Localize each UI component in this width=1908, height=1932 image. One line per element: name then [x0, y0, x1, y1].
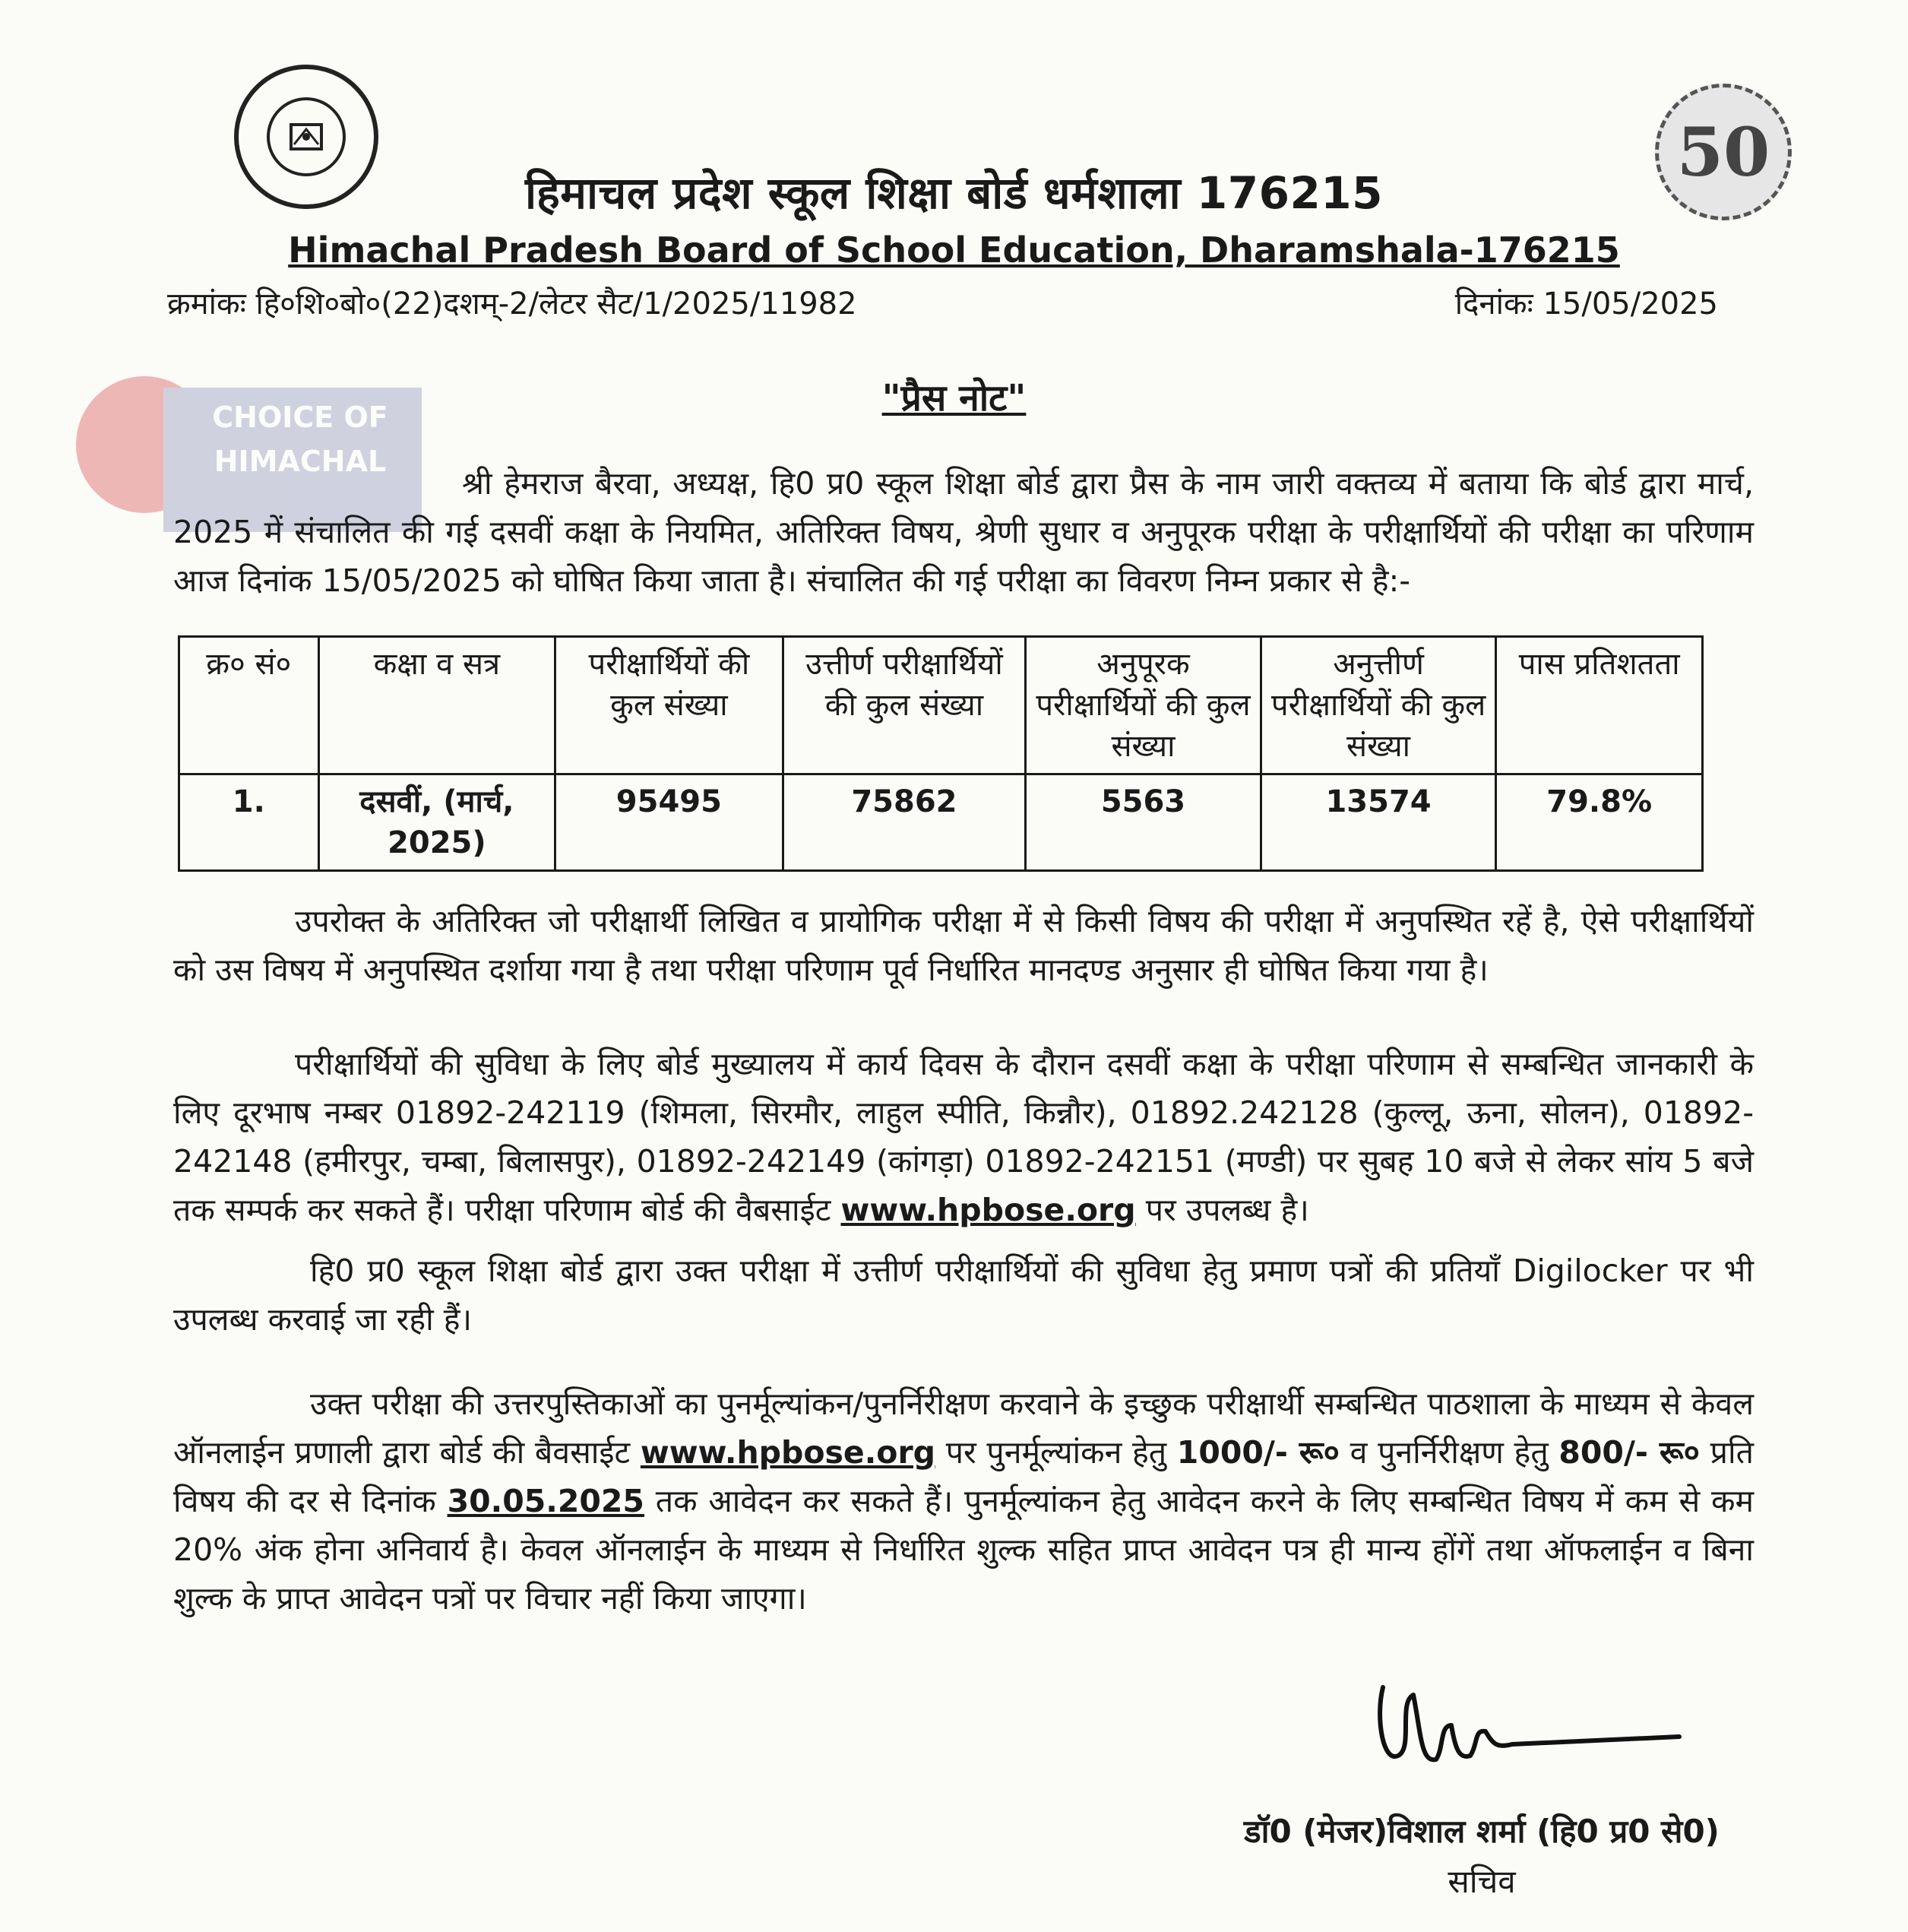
digilocker-paragraph: हि0 प्र0 स्कूल शिक्षा बोर्ड द्वारा उक्त परीक्षा में उत्तीर्ण परीक्षार्थियों की सुविधा हेतु प्रमाण पत्रों की प्रतियाँ Digilocker पर भी उपलब्ध करवाई जा रही हैं। — [173, 1253, 1754, 1338]
header-failed: अनुत्तीर्ण परीक्षार्थियों की कुल संख्या — [1261, 637, 1496, 774]
helpline-paragraph — [173, 1040, 1754, 1234]
absent-candidates-paragraph: उपरोक्त के अतिरिक्त जो परीक्षार्थी लिखित व प्रायोगिक परीक्षा में से किसी विषय की परीक्षा में अनुपस्थित रहें है, ऐसे परीक्षार्थियों को उस विषय में अनुपस्थित दर्शाया गया है तथा परीक्षा परिणाम पूर्व निर्धारित मानदण्ड अनुसार ही घोषित किया गया है। — [173, 903, 1754, 988]
cell-pass-percentage: 79.8% — [1496, 774, 1703, 871]
signatory-name: डॉ0 (मेजर)विशाल शर्मा (हि0 प्र0 से0) — [1244, 1813, 1720, 1850]
revaluation-text-2: पर पुनर्मूल्यांकन हेतु — [945, 1434, 1167, 1471]
revaluation-fee: 1000/- रू० — [1176, 1434, 1340, 1471]
board-title-hindi: हिमाचल प्रदेश स्कूल शिक्षा बोर्ड धर्मशाला 176215 — [524, 167, 1384, 219]
revaluation-text-1: उक्त परीक्षा की उत्तरपुस्तिकाओं का पुनर्मूल्यांकन/पुनर्निरीक्षण करवाने के इच्छुक परीक्षार्थी सम्बन्धित पाठशाला के माध्यम से केवल ऑनलाईन प्रणाली द्वारा बोर्ड की बैवसाईट — [173, 1386, 1754, 1471]
signatory-designation: सचिव — [1448, 1863, 1516, 1900]
cell-failed: 13574 — [1261, 774, 1496, 871]
emblem-icon — [283, 114, 329, 160]
cell-passed: 75862 — [783, 774, 1026, 871]
rechecking-fee: 800/- रू० — [1558, 1434, 1700, 1471]
header-serial: क्र० सं० — [179, 637, 319, 774]
header-compartment: अनुपूरक परीक्षार्थियों की कुल संख्या — [1026, 637, 1261, 774]
revaluation-text-5: तक आवेदन कर सकते हैं। पुनर्मूल्यांकन हेतु आवेदन करने के लिए सम्बन्धित विषय में कम से कम 20% अंक होना अनिवार्य है। केवल ऑनलाईन के माध्यम से निर्धारित शुल्क सहित प्राप्त आवेदन पत्र ही मान्य होंगें तथा ऑफलाईन व बिना शुल्क के प्राप्त आवेदन पत्रों पर विचार नहीं किया जाएगा। — [173, 1483, 1754, 1617]
revaluation-text-3: व पुनर्निरीक्षण हेतु — [1350, 1434, 1549, 1471]
revaluation-paragraph — [173, 1379, 1754, 1623]
website-link[interactable]: www.hpbose.org — [640, 1434, 936, 1471]
header-total-candidates: परीक्षार्थियों की कुल संख्या — [555, 637, 783, 774]
letter-date: दिनांकः 15/05/2025 — [1454, 287, 1718, 321]
helpline-text-end: पर उपलब्ध है। — [1145, 1192, 1309, 1228]
watermark-text: CHOICE OF HIMACHAL — [212, 401, 388, 478]
intro-paragraph: श्री हेमराज बैरवा, अध्यक्ष, हि0 प्र0 स्कूल शिक्षा बोर्ड द्वारा प्रैस के नाम जारी वक्तव्य में बताया कि बोर्ड द्वारा मार्च, 2025 में संचालित की गई दसवीं कक्षा के नियमित, अतिरिक्त विषय, श्रेणी सुधार व अनुपूरक परीक्षा के परीक्षार्थियों की परीक्षा का परिणाम आज दिनांक 15/05/2025 को घोषित किया जाता है। संचालित की गई परीक्षा का विवरण निम्न प्रकार से है:- — [173, 465, 1754, 599]
reference-number: क्रमांकः हि०शि०बो०(22)दशम्-2/लेटर सैट/1/2025/11982 — [167, 287, 857, 321]
header-pass-percentage: पास प्रतिशतता — [1496, 637, 1703, 774]
cell-compartment: 5563 — [1026, 774, 1261, 871]
board-title-english: Himachal Pradesh Board of School Education, Dharamshala-176215 — [288, 230, 1620, 271]
table-row — [179, 774, 1703, 871]
header-class-session: कक्षा व सत्र — [318, 637, 555, 774]
press-note-title: "प्रैस नोट" — [881, 377, 1027, 420]
cell-class-session: दसवीं, (मार्च, 2025) — [318, 774, 555, 871]
header-passed: उत्तीर्ण परीक्षार्थियों की कुल संख्या — [783, 637, 1026, 774]
website-link[interactable]: www.hpbose.org — [840, 1192, 1136, 1228]
revaluation-text-4: प्रति विषय की दर से दिनांक — [173, 1434, 1754, 1519]
anniversary-number: 50 — [1676, 112, 1770, 192]
table-header-row — [179, 637, 1703, 774]
signature-image — [1368, 1672, 1687, 1786]
result-table — [178, 635, 1704, 872]
cell-serial: 1. — [179, 774, 319, 871]
last-date: 30.05.2025 — [447, 1483, 644, 1519]
helpline-text: परीक्षार्थियों की सुविधा के लिए बोर्ड मुख्यालय में कार्य दिवस के दौरान दसवीं कक्षा के परीक्षा परिणाम से सम्बन्धित जानकारी के लिए दूरभाष नम्बर 01892-242119 (शिमला, सिरमौर, लाहुल स्पीति, किन्नौर), 01892.242128 (कुल्लू, ऊना, सोलन), 01892-242148 (हमीरपुर, चम्बा, बिलासपुर), 01892-242149 (कांगड़ा) 01892-242151 (मण्डी) पर सुबह 10 बजे से लेकर सांय 5 बजे तक सम्पर्क कर सकते हैं। परीक्षा परिणाम बोर्ड की वैबसाईट — [173, 1046, 1754, 1228]
cell-total-candidates: 95495 — [555, 774, 783, 871]
